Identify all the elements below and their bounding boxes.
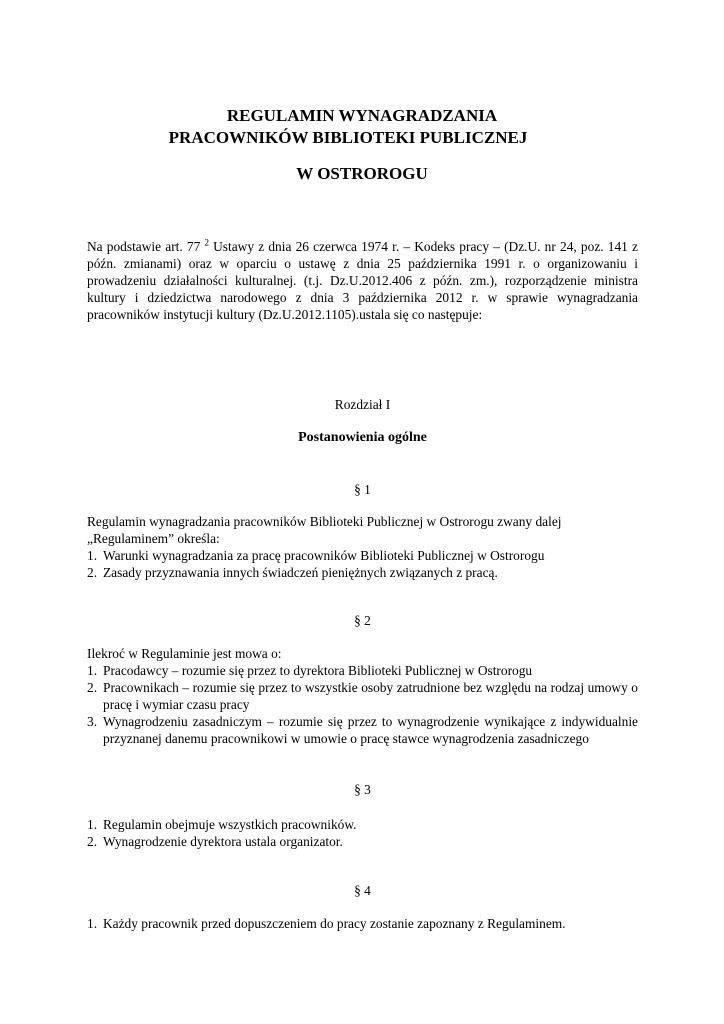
section-4-body — [87, 915, 638, 932]
list-item-text: Wynagrodzeniu zasadniczym – rozumie się przez to wynagrodzenie wynikające z indywidualnie przyznanej danemu pracownikowi w umowie o pracę stawce wynagrodzenia zasadniczego — [103, 714, 638, 746]
list-item-number: 1. — [87, 916, 98, 931]
list-item — [87, 662, 638, 679]
list-item-number: 1. — [87, 663, 98, 678]
list-item-text: Pracownikach – rozumie się przez to wszystkie osoby zatrudnione bez względu na rodzaj umowy o pracę i wymiar czasu pracy — [103, 680, 638, 712]
preamble-text-start: Na podstawie art. 77 — [87, 239, 205, 254]
section-heading: § 3 — [354, 782, 371, 797]
section-1-list — [87, 547, 638, 581]
section-2-body — [87, 645, 638, 747]
list-item — [87, 679, 638, 713]
article-superscript: 2 — [204, 237, 209, 248]
section-heading: § 1 — [354, 482, 371, 497]
section-intro-line: Regulamin wynagradzania pracowników Biblioteki Publicznej w Ostrorogu zwany dalej — [87, 514, 562, 529]
section-3-body — [87, 816, 638, 850]
document-title-line-1: REGULAMIN WYNAGRADZANIA — [226, 106, 498, 125]
preamble-paragraph — [87, 238, 638, 323]
list-item-number: 2. — [87, 565, 98, 580]
section-3-list — [87, 816, 638, 850]
list-item-number: 3. — [87, 714, 98, 729]
preamble-text-rest: Ustawy z dnia 26 czerwca 1974 r. – Kodeks pracy – (Dz.U. nr 24, poz. 141 z późn. zmianami) oraz w oparciu o ustawę z dnia 25 października 1991 r. o organizowaniu i prowadzeniu działalności kulturalnej. (t.j. Dz.U.2012.406 z późn. zm.), rozporządzenie ministra kultury i dziedzictwa narodowego z dnia 3 października 2012 r. w sprawie wynagradzania pracowników instytucji kultury (Dz.U.2012.1105).ustala się co następuje: — [87, 239, 638, 322]
list-item — [87, 564, 638, 581]
list-item-text: Wynagrodzenie dyrektora ustala organizator. — [103, 834, 343, 849]
section-2-list — [87, 662, 638, 747]
list-item-text: Zasady przyznawania innych świadczeń pieniężnych związanych z pracą. — [103, 565, 498, 580]
list-item-text: Warunki wynagradzania za pracę pracowników Biblioteki Publicznej w Ostrorogu — [103, 548, 545, 563]
section-intro-line: „Regulaminem” określa: — [87, 531, 220, 546]
list-item — [87, 833, 638, 850]
chapter-label: Rozdział I — [334, 397, 391, 412]
list-item-number: 2. — [87, 680, 98, 695]
section-intro-line: Ilekroć w Regulaminie jest mowa o: — [87, 646, 282, 661]
section-4-list — [87, 915, 638, 932]
list-item — [87, 547, 638, 564]
section-1-body — [87, 513, 638, 581]
list-item-number: 1. — [87, 817, 98, 832]
section-heading: § 2 — [354, 613, 371, 628]
list-item-text: Każdy pracownik przed dopuszczeniem do pracy zostanie zapoznany z Regulaminem. — [103, 916, 566, 931]
document-title-line-2: PRACOWNIKÓW BIBLIOTEKI PUBLICZNEJ — [168, 128, 528, 147]
chapter-title: Postanowienia ogólne — [298, 430, 427, 445]
list-item — [87, 915, 638, 932]
document-title-line-3: W OSTROROGU — [296, 164, 428, 183]
list-item — [87, 816, 638, 833]
list-item-text: Regulamin obejmuje wszystkich pracowników. — [103, 817, 357, 832]
list-item — [87, 713, 638, 747]
list-item-number: 1. — [87, 548, 98, 563]
list-item-number: 2. — [87, 834, 98, 849]
list-item-text: Pracodawcy – rozumie się przez to dyrektora Biblioteki Publicznej w Ostrorogu — [103, 663, 533, 678]
section-heading: § 4 — [354, 883, 371, 898]
